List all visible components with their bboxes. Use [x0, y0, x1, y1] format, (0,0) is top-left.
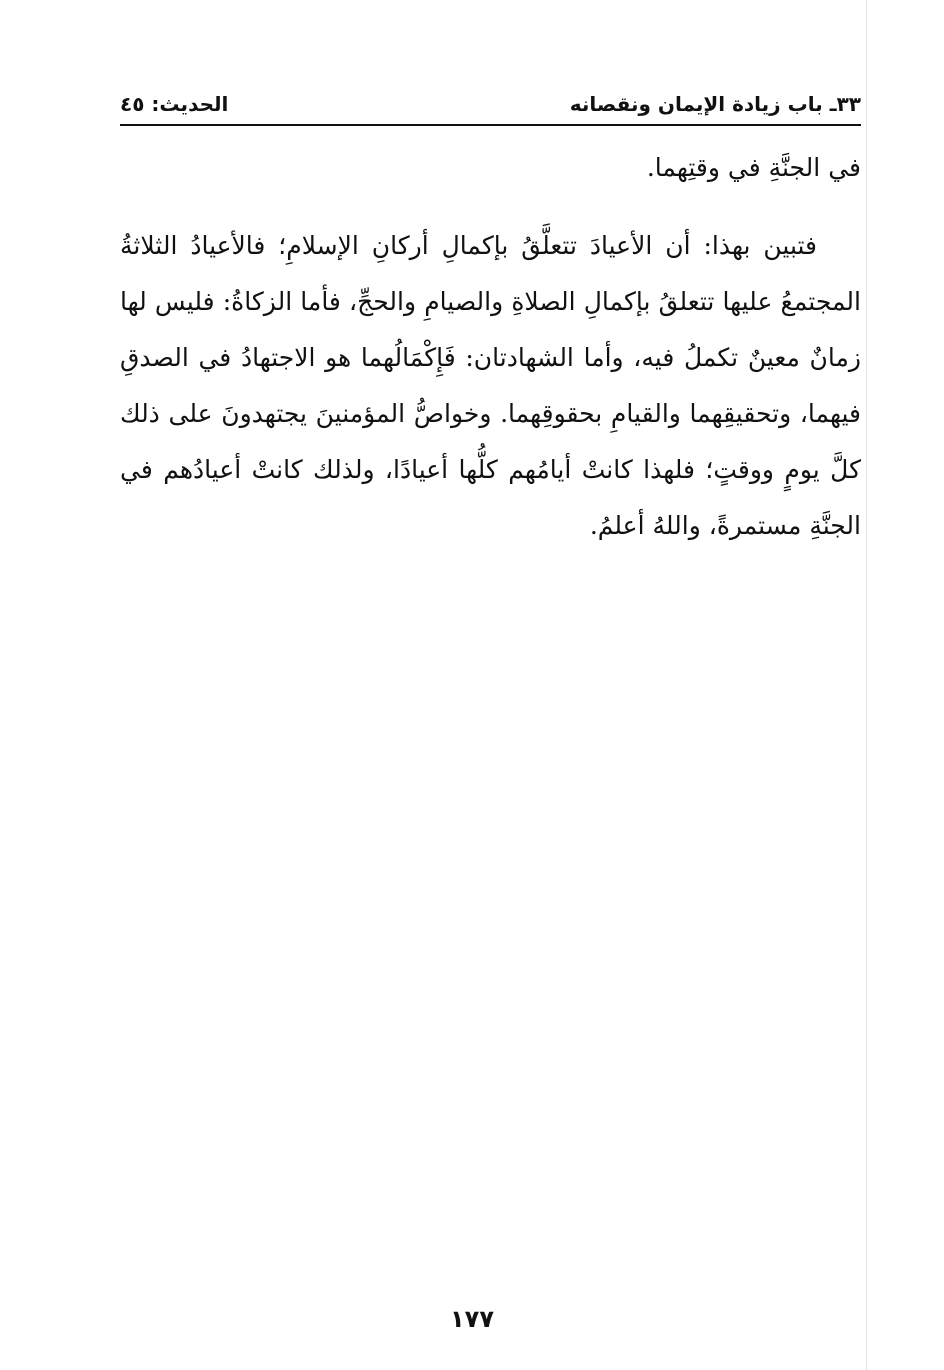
chapter-title: ٣٣ـ باب زيادة الإيمان ونقصانه	[569, 92, 861, 116]
gutter-line	[866, 0, 867, 1370]
page-number: ١٧٧	[450, 1305, 494, 1333]
hadith-number: الحديث: ٤٥	[120, 92, 229, 116]
body-text	[120, 140, 861, 554]
paragraph: فتبين بهذا: أن الأعيادَ تتعلَّقُ بإكمالِ أركانِ الإسلامِ؛ فالأعيادُ الثلاثةُ المجتمعُ عليها تتعلقُ بإكمالِ الصلاةِ والصيامِ والحجِّ، فأما الزكاةُ: فليس لها زمانٌ معينٌ تكملُ فيه، وأما الشهادتان: فَإِكْمَالُهما هو الاجتهادُ في الصدقِ فيهما، وتحقيقِهما والقيامِ بحقوقِهما. وخواصُّ المؤمنينَ يجتهدونَ على ذلك كلَّ يومٍ ووقتٍ؛ فلهذا كانتْ أيامُهم كلُّها أعيادًا، ولذلك كانتْ أعيادُهم في الجنَّةِ مستمرةً، واللهُ أعلمُ.	[120, 231, 861, 540]
running-header	[120, 88, 861, 120]
paragraph-continuation: في الجنَّةِ في وقتِهما.	[646, 153, 861, 182]
header-rule	[120, 124, 861, 126]
